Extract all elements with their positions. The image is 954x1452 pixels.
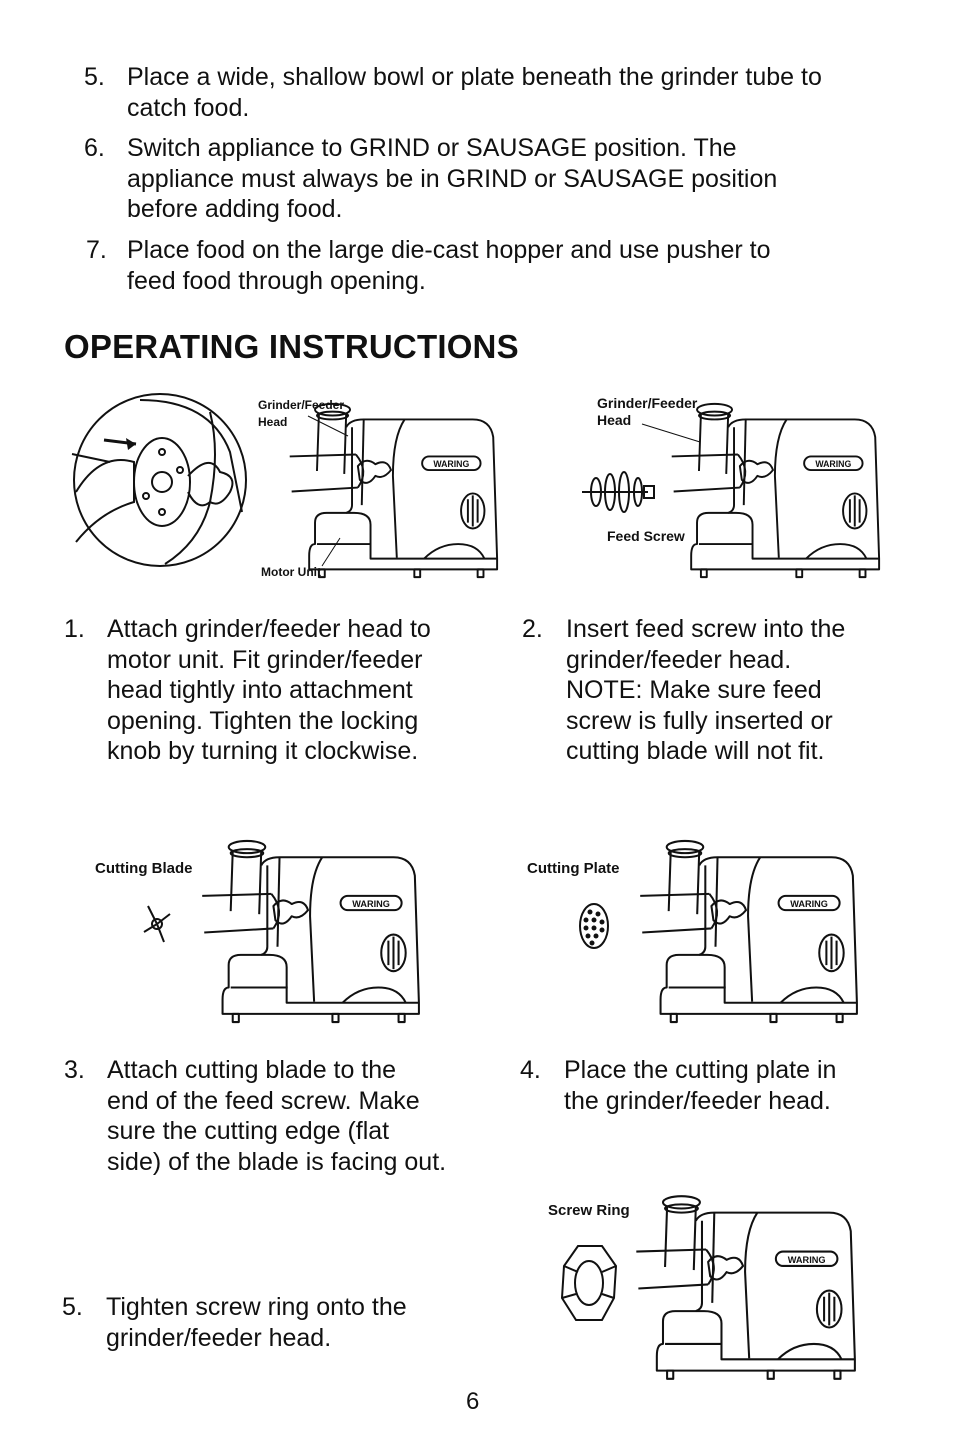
grinder-illustration-step4 [628,834,862,1029]
page-number: 6 [466,1388,480,1415]
screw-ring-illustration [558,1242,620,1324]
label-motor-unit: Motor Unit [261,565,321,579]
step-number: 5. [84,63,105,91]
step-text: Place food on the large die-cast hopper and use pusher to feed food through opening. [127,236,771,295]
label-grinder-feeder-head: Grinder/Feeder Head [597,395,698,428]
cutting-blade-illustration [140,902,174,946]
label-screw-ring: Screw Ring [548,1202,630,1219]
section-title: OPERATING INSTRUCTIONS [64,328,519,365]
step-text: Attach cutting blade to the end of the feed screw. Make sure the cutting edge (flat side) of the blade is facing out. [107,1056,447,1176]
intro-step [86,235,906,299]
cutting-plate-illustration [576,902,612,950]
label-cutting-blade: Cutting Blade [95,860,193,877]
label-grinder-feeder-head: Grinder/Feeder Head [258,398,345,429]
step-text: Insert feed screw into the grinder/feeder head. NOTE: Make sure feed screw is fully inserted or cutting blade will not fit. [566,615,846,765]
step-number: 2. [522,615,543,643]
step-number: 4. [520,1056,541,1084]
intro-step [84,133,904,228]
step-text: Attach grinder/feeder head to motor unit. Fit grinder/feeder head tightly into attachment opening. Tighten the locking knob by turning it clockwise. [107,615,431,765]
grinder-illustration-step5 [624,1190,860,1385]
feed-screw-illustration [578,468,658,518]
step-number: 5. [62,1293,83,1321]
operating-step [64,1055,494,1183]
intro-step [84,62,904,126]
step-text: Place a wide, shallow bowl or plate beneath the grinder tube to catch food. [127,63,822,122]
operating-step [64,614,484,774]
label-cutting-plate: Cutting Plate [527,860,620,877]
attachment-closeup-illustration [70,392,252,572]
step-text: Switch appliance to GRIND or SAUSAGE position. The appliance must always be in GRIND or SAUSAGE position before adding food. [127,134,778,223]
label-feed-screw: Feed Screw [607,528,685,544]
step-number: 7. [86,236,107,264]
step-text: Tighten screw ring onto the grinder/feeder head. [106,1293,407,1352]
step-number: 1. [64,615,85,643]
operating-step [62,1292,482,1356]
operating-step [522,614,922,774]
grinder-illustration-step3 [190,834,424,1029]
step-text: Place the cutting plate in the grinder/feeder head. [564,1056,837,1115]
operating-step [520,1055,920,1119]
step-number: 6. [84,134,105,162]
step-number: 3. [64,1056,85,1084]
